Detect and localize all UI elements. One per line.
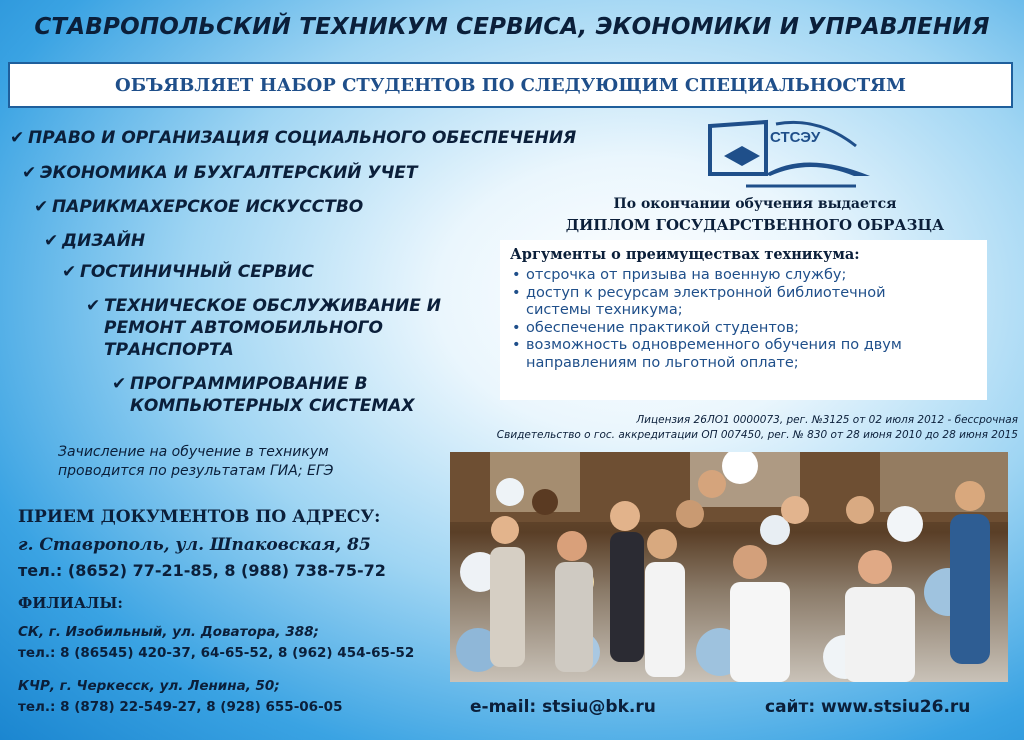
argument-item: • отсрочка от призыва на военную службу; <box>512 267 847 283</box>
contact-email: e-mail: stsiu@bk.ru <box>470 697 656 717</box>
documents-heading: ПРИЕМ ДОКУМЕНТОВ ПО АДРЕСУ: <box>18 507 381 527</box>
group-photo-illustration <box>450 452 1008 682</box>
check-icon: ✔ <box>112 374 127 394</box>
specialty-item: ✔ ГОСТИНИЧНЫЙ СЕРВИС <box>62 262 314 282</box>
specialty-item: ✔ ТЕХНИЧЕСКОЕ ОБСЛУЖИВАНИЕ И РЕМОНТ АВТОМОБИЛЬНОГО ТРАНСПОРТА <box>86 296 441 360</box>
branches-heading: ФИЛИАЛЫ: <box>18 594 123 612</box>
diploma-line1: По окончании обучения выдается <box>613 196 897 212</box>
enrollment-note: Зачисление на обучение в техникум проводится по результатам ГИА; ЕГЭ <box>58 444 334 479</box>
bullet-icon: • <box>512 319 521 336</box>
specialty-item: ✔ ДИЗАЙН <box>44 231 146 251</box>
check-icon: ✔ <box>86 296 101 316</box>
check-icon: ✔ <box>62 262 77 282</box>
contact-site: сайт: www.stsiu26.ru <box>765 697 971 717</box>
arguments-heading: Аргументы о преимуществах техникума: <box>510 246 860 263</box>
banner-text: ОБЪЯВЛЯЕТ НАБОР СТУДЕНТОВ ПО СЛЕДУЮЩИМ СПЕЦИАЛЬНОСТЯМ <box>115 74 906 96</box>
bullet-icon: • <box>512 267 521 283</box>
check-icon: ✔ <box>44 231 59 251</box>
check-icon: ✔ <box>10 128 25 148</box>
branch-phone: тел.: 8 (86545) 420-37, 64-65-52, 8 (962) 454-65-52 <box>18 645 415 661</box>
group-photo <box>450 452 1008 682</box>
poster-title: СТАВРОПОЛЬСКИЙ ТЕХНИКУМ СЕРВИСА, ЭКОНОМИКИ И УПРАВЛЕНИЯ <box>34 14 990 40</box>
argument-item: • возможность одновременного обучения по двум направлениям по льготной оплате; <box>512 337 902 371</box>
college-logo <box>706 116 874 192</box>
license-line: Лицензия 26ЛО1 0000073, рег. №3125 от 02 июля 2012 - бессрочная <box>636 414 1018 426</box>
diploma-line2: ДИПЛОМ ГОСУДАРСТВЕННОГО ОБРАЗЦА <box>565 216 945 234</box>
logo-cap <box>724 146 760 166</box>
documents-address: г. Ставрополь, ул. Шпаковская, 85 <box>18 535 371 555</box>
specialty-item: ✔ ПРОГРАММИРОВАНИЕ В КОМПЬЮТЕРНЫХ СИСТЕМАХ <box>112 374 415 416</box>
logo-text: СТСЭУ <box>770 129 821 146</box>
documents-phone: тел.: (8652) 77-21-85, 8 (988) 738-75-72 <box>18 561 386 580</box>
check-icon: ✔ <box>34 197 49 217</box>
argument-item: • обеспечение практикой студентов; <box>512 319 800 336</box>
bullet-icon: • <box>512 284 521 301</box>
accreditation-line: Свидетельство о гос. аккредитации ОП 007450, рег. № 830 от 28 июня 2010 до 28 июня 2015 <box>496 429 1018 441</box>
argument-item: • доступ к ресурсам электронной библиотечной системы техникума; <box>512 284 886 318</box>
branch-phone: тел.: 8 (878) 22-549-27, 8 (928) 655-06-05 <box>18 699 343 715</box>
specialty-item: ✔ ПАРИКМАХЕРСКОЕ ИСКУССТВО <box>34 197 364 217</box>
bullet-icon: • <box>512 337 521 353</box>
arguments-list <box>510 267 977 372</box>
logo-book-right <box>766 162 870 176</box>
specialty-item: ✔ ПРАВО И ОРГАНИЗАЦИЯ СОЦИАЛЬНОГО ОБЕСПЕЧЕНИЯ <box>10 128 577 148</box>
branch-address: КЧР, г. Черкесск, ул. Ленина, 50; <box>18 678 280 694</box>
check-icon: ✔ <box>22 163 37 183</box>
arguments-box <box>500 240 987 400</box>
branch-address: СК, г. Изобильный, ул. Доватора, 388; <box>18 624 319 640</box>
admission-banner <box>8 62 1013 108</box>
logo-book-left <box>710 122 766 174</box>
specialty-item: ✔ ЭКОНОМИКА И БУХГАЛТЕРСКИЙ УЧЕТ <box>22 163 418 183</box>
